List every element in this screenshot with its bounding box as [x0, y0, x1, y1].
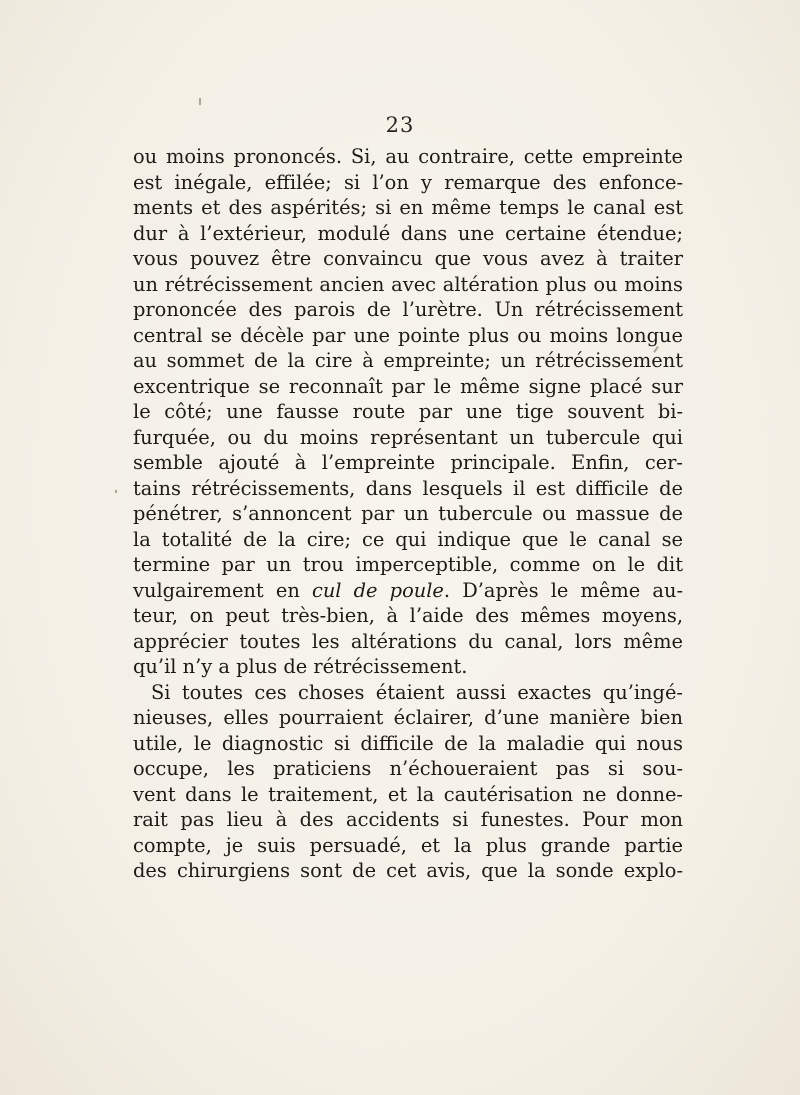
text-line: est inégale, effilée; si l’on y remarque des enfonce-	[133, 170, 683, 194]
text-line: ments et des aspérités; si en même temps le canal est	[133, 196, 683, 219]
text-line: teur, on peut très-bien, à l’aide des mêmes moyens,	[133, 604, 683, 627]
paper-speck	[115, 490, 117, 493]
text-line: compte, je suis persuadé, et la plus grande partie	[133, 833, 683, 857]
text-line: dur à l’extérieur, modulé dans une certaine étendue;	[133, 221, 683, 245]
italic-phrase: cul de poule	[311, 578, 444, 602]
text-line: vous pouvez être convaincu que vous avez à traiter	[133, 247, 683, 270]
text-line: semble ajouté à l’empreinte principale. Enfin, cer-	[133, 451, 683, 474]
text-line: utile, le diagnostic si difficile de la maladie qui nous	[133, 731, 683, 755]
text-line-with-italic	[133, 578, 683, 604]
text-run: vulgairement en	[133, 578, 312, 602]
text-line: nieuses, elles pourraient éclairer, d’une manière bien	[133, 706, 683, 729]
text-run: . D’après le même au-	[443, 578, 684, 602]
body-text	[133, 144, 683, 884]
text-line: termine par un trou imperceptible, comme on le dit	[133, 553, 683, 576]
text-line: excentrique se reconnaît par le même signe placé sur	[133, 374, 683, 398]
text-line: le côté; une fausse route par une tige souvent bi-	[133, 400, 683, 423]
text-line: vent dans le traitement, et la cautérisation ne donne-	[133, 782, 683, 806]
text-line: pénétrer, s’annoncent par un tubercule ou massue de	[133, 502, 683, 525]
text-line: ou moins prononcés. Si, au contraire, cette empreinte	[133, 145, 683, 168]
paragraph-start-line: Si toutes ces choses étaient aussi exactes qu’ingé-	[151, 680, 683, 704]
text-line: des chirurgiens sont de cet avis, que la sonde explo-	[133, 859, 683, 882]
page-number: 23	[385, 113, 415, 137]
text-line: un rétrécissement ancien avec altération plus ou moins	[133, 272, 683, 296]
text-line: furquée, ou du moins représentant un tubercule qui	[133, 425, 683, 449]
text-line: la totalité de la cire; ce qui indique que le canal se	[133, 527, 683, 551]
text-line: rait pas lieu à des accidents si funestes. Pour mon	[133, 808, 683, 831]
text-line: apprécier toutes les altérations du canal, lors même	[133, 629, 683, 653]
text-line: occupe, les praticiens n’échoueraient pas si sou-	[133, 757, 683, 780]
paper-speck	[199, 98, 201, 105]
text-line: tains rétrécissements, dans lesquels il est difficile de	[133, 476, 683, 500]
paragraph-end-line: qu’il n’y a plus de rétrécissement.	[133, 655, 468, 678]
text-line: prononcée des parois de l’urètre. Un rétrécissement	[133, 298, 683, 321]
text-line: au sommet de la cire à empreinte; un rétrécissement	[133, 349, 683, 372]
text-line: central se décèle par une pointe plus ou moins longue	[133, 323, 683, 347]
